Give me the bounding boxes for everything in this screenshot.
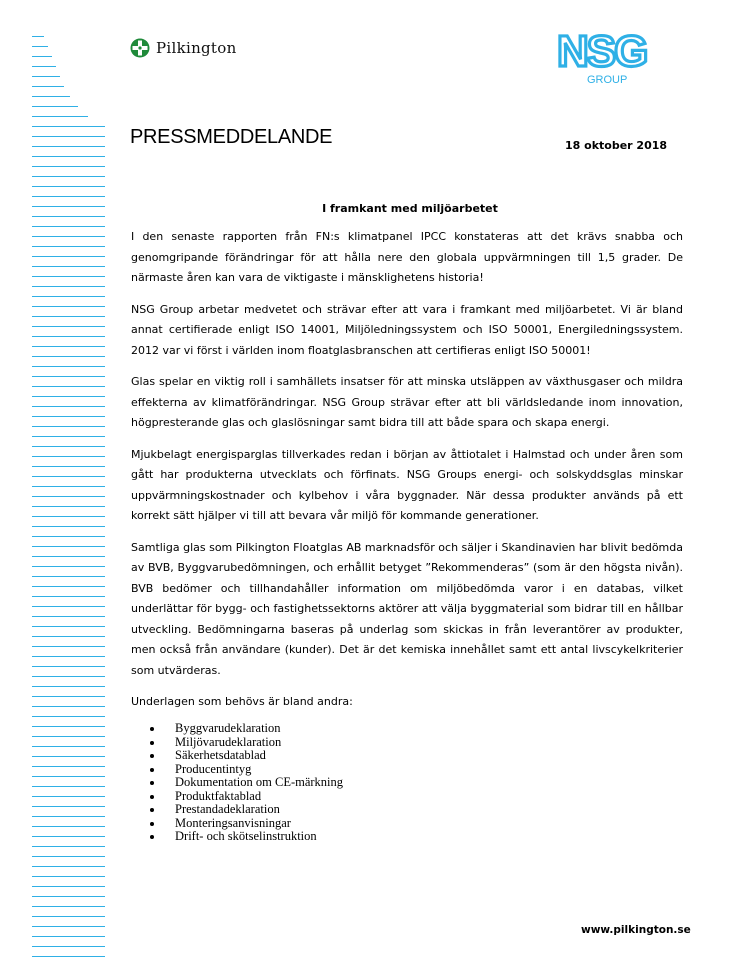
stripe-line bbox=[32, 776, 105, 777]
stripe-line bbox=[32, 236, 105, 237]
stripe-line bbox=[32, 546, 105, 547]
pilkington-logo bbox=[130, 38, 237, 58]
stripe-line bbox=[32, 226, 105, 227]
stripe-line bbox=[32, 886, 105, 887]
stripe-line bbox=[32, 116, 88, 117]
stripe-line bbox=[32, 716, 105, 717]
stripe-line bbox=[32, 246, 105, 247]
stripe-line bbox=[32, 306, 105, 307]
stripe-line bbox=[32, 366, 105, 367]
list-item: Byggvarudeklaration bbox=[150, 722, 343, 736]
stripe-line bbox=[32, 926, 105, 927]
stripe-line bbox=[32, 636, 105, 637]
stripe-line bbox=[32, 536, 105, 537]
stripe-line bbox=[32, 176, 105, 177]
stripe-line bbox=[32, 286, 105, 287]
stripe-line bbox=[32, 136, 105, 137]
stripe-line bbox=[32, 846, 105, 847]
stripe-line bbox=[32, 506, 105, 507]
stripe-line bbox=[32, 376, 105, 377]
stripe-line bbox=[32, 746, 105, 747]
stripe-line bbox=[32, 516, 105, 517]
press-headline: I framkant med miljöarbetet bbox=[322, 202, 498, 215]
stripe-line bbox=[32, 276, 105, 277]
stripe-line bbox=[32, 486, 105, 487]
stripe-line bbox=[32, 526, 105, 527]
stripe-line bbox=[32, 266, 105, 267]
stripe-line bbox=[32, 726, 105, 727]
list-item: Dokumentation om CE-märkning bbox=[150, 776, 343, 790]
stripe-line bbox=[32, 86, 64, 87]
nsg-group-logo bbox=[555, 26, 667, 86]
stripe-line bbox=[32, 696, 105, 697]
stripe-line bbox=[32, 96, 70, 97]
stripe-line bbox=[32, 156, 105, 157]
stripe-line bbox=[32, 426, 105, 427]
stripe-line bbox=[32, 566, 105, 567]
stripe-line bbox=[32, 556, 105, 557]
stripe-line bbox=[32, 436, 105, 437]
stripe-line bbox=[32, 666, 105, 667]
stripe-line bbox=[32, 936, 105, 937]
body-paragraph: Samtliga glas som Pilkington Floatglas AB marknadsför och säljer i Skandinavien har blivit bedömda av BVB, Byggvarubedömningen, och erhållit betyget ”Rekommenderas” (som är den högsta nivån). BVB bedömer och tillhandahåller information om miljöbedömda varor i en databas, vilket underlättar för bygg- och fastighetssektorns aktörer att välja byggmaterial som bidrar till en hållbar utveckling. Bedömningarna baseras på underlag som skickas in från leverantörer av produkter, men också från användare (kunder). Det är det kemiska innehållet samt ett antal livscykelkriterier som utvärderas. bbox=[131, 540, 683, 677]
stripe-line bbox=[32, 36, 44, 37]
release-date: 18 oktober 2018 bbox=[565, 139, 668, 152]
list-item: Monteringsanvisningar bbox=[150, 817, 343, 831]
stripe-line bbox=[32, 606, 105, 607]
stripe-line bbox=[32, 346, 105, 347]
stripe-line bbox=[32, 766, 105, 767]
body-paragraph: I den senaste rapporten från FN:s klimatpanel IPCC konstateras att det krävs snabba och genomgripande förändringar för att hålla nere den globala uppvärmningen till 1,5 grader. De närmaste åren kan vara de viktigaste i mänsklighetens historia! bbox=[131, 230, 683, 284]
stripe-line bbox=[32, 736, 105, 737]
body-paragraph: Underlagen som behövs är bland andra: bbox=[131, 695, 353, 708]
stripe-line bbox=[32, 946, 105, 947]
body-paragraph: NSG Group arbetar medvetet och strävar efter att vara i framkant med miljöarbetet. Vi är bland annat certifierade enligt ISO 14001, Miljöledningssystem och ISO 50001, Energiledningssystem. 2012 var vi först i världen inom floatglasbranschen att certifieras enligt ISO 50001! bbox=[131, 302, 683, 357]
stripe-line bbox=[32, 106, 78, 107]
stripe-line bbox=[32, 406, 105, 407]
stripe-line bbox=[32, 416, 105, 417]
nsg-wordmark: NSG bbox=[557, 27, 647, 72]
stripe-line bbox=[32, 866, 105, 867]
website-link[interactable]: www.pilkington.se bbox=[581, 924, 691, 936]
stripe-line bbox=[32, 336, 105, 337]
stripe-line bbox=[32, 186, 105, 187]
documents-list bbox=[150, 722, 343, 844]
stripe-line bbox=[32, 126, 105, 127]
stripe-line bbox=[32, 596, 105, 597]
stripe-line bbox=[32, 166, 105, 167]
stripe-line bbox=[32, 396, 105, 397]
stripe-line bbox=[32, 626, 105, 627]
stripe-line bbox=[32, 586, 105, 587]
nsg-logo-mark bbox=[555, 26, 667, 72]
stripe-line bbox=[32, 316, 105, 317]
stripe-line bbox=[32, 496, 105, 497]
pilkington-cross-emblem-icon bbox=[130, 38, 150, 58]
stripe-line bbox=[32, 826, 105, 827]
stripe-line bbox=[32, 756, 105, 757]
stripe-line bbox=[32, 856, 105, 857]
stripe-line bbox=[32, 456, 105, 457]
document-type: PRESSMEDDELANDE bbox=[130, 126, 333, 148]
body-paragraph: Mjukbelagt energisparglas tillverkades redan i början av åttiotalet i Halmstad och under åren som gått har produkterna utvecklats och förfinats. NSG Groups energi- och solskyddsglas minskar uppvärmningskostnader och kylbehov i våra byggnader. När dessa produkter används på ett korrekt sätt hjälper vi till att bevara vår miljö för kommande generationer. bbox=[131, 447, 683, 522]
stripe-line bbox=[32, 916, 105, 917]
stripe-line bbox=[32, 806, 105, 807]
stripe-line bbox=[32, 896, 105, 897]
stripe-line bbox=[32, 576, 105, 577]
stripe-line bbox=[32, 786, 105, 787]
stripe-line bbox=[32, 906, 105, 907]
stripe-line bbox=[32, 676, 105, 677]
list-item: Prestandadeklaration bbox=[150, 803, 343, 817]
stripe-line bbox=[32, 956, 105, 957]
decorative-stripes bbox=[0, 0, 110, 965]
stripe-line bbox=[32, 816, 105, 817]
stripe-line bbox=[32, 686, 105, 687]
list-item: Miljövarudeklaration bbox=[150, 736, 343, 750]
list-item: Drift- och skötselinstruktion bbox=[150, 830, 343, 844]
stripe-line bbox=[32, 616, 105, 617]
list-item: Produktfaktablad bbox=[150, 790, 343, 804]
stripe-line bbox=[32, 256, 105, 257]
stripe-line bbox=[32, 66, 56, 67]
stripe-line bbox=[32, 656, 105, 657]
stripe-line bbox=[32, 296, 105, 297]
stripe-line bbox=[32, 196, 105, 197]
stripe-line bbox=[32, 356, 105, 357]
stripe-line bbox=[32, 836, 105, 837]
stripe-line bbox=[32, 476, 105, 477]
company-name: Pilkington bbox=[156, 39, 237, 57]
press-body bbox=[131, 227, 683, 724]
list-item: Producentintyg bbox=[150, 763, 343, 777]
stripe-line bbox=[32, 386, 105, 387]
stripe-line bbox=[32, 646, 105, 647]
stripe-line bbox=[32, 876, 105, 877]
list-item: Säkerhetsdatablad bbox=[150, 749, 343, 763]
stripe-line bbox=[32, 216, 105, 217]
stripe-line bbox=[32, 46, 48, 47]
stripe-line bbox=[32, 446, 105, 447]
stripe-line bbox=[32, 56, 52, 57]
stripe-line bbox=[32, 706, 105, 707]
stripe-line bbox=[32, 76, 60, 77]
stripe-line bbox=[32, 146, 105, 147]
stripe-line bbox=[32, 466, 105, 467]
group-label: GROUP bbox=[587, 74, 628, 86]
stripe-line bbox=[32, 326, 105, 327]
body-paragraph: Glas spelar en viktig roll i samhällets insatser för att minska utsläppen av växthusgaser och mildra effekterna av klimatförändringar. NSG Group strävar efter att bli världsledande inom innovation, högpresterande glas och glaslösningar samt bidra till att både spara och skapa energi. bbox=[131, 375, 683, 429]
stripe-line bbox=[32, 796, 105, 797]
